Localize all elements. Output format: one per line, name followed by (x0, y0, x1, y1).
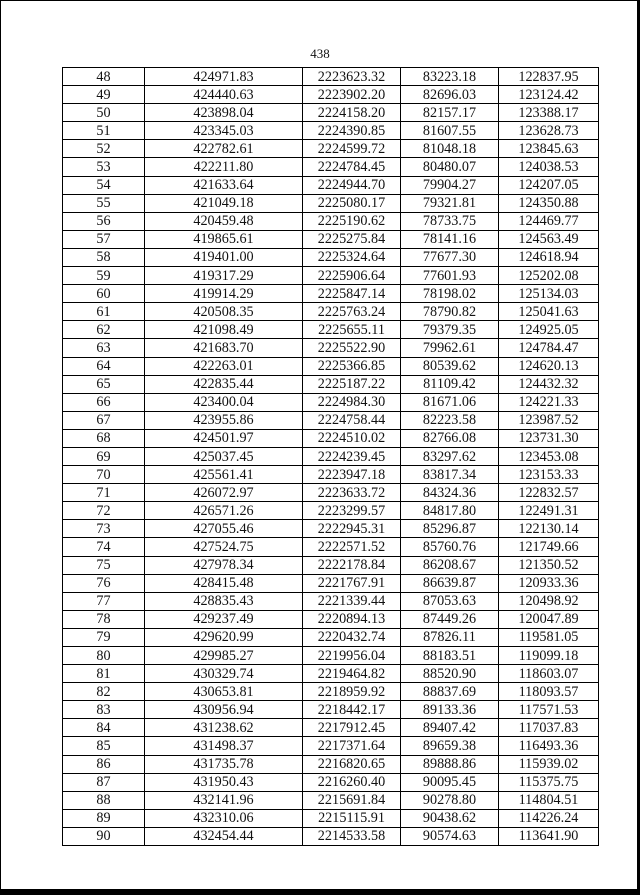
y-coordinate-cell: 2223299.57 (303, 502, 401, 520)
table-row (63, 375, 599, 393)
point-number-cell: 82 (63, 683, 145, 701)
value-a-cell: 82157.17 (401, 104, 499, 122)
y-coordinate-cell: 2225655.11 (303, 321, 401, 339)
y-coordinate-cell: 2225187.22 (303, 375, 401, 393)
x-coordinate-cell: 432310.06 (145, 809, 303, 827)
point-number-cell: 71 (63, 484, 145, 502)
value-b-cell: 122832.57 (499, 484, 599, 502)
x-coordinate-cell: 428835.43 (145, 592, 303, 610)
table-row (63, 791, 599, 809)
y-coordinate-cell: 2225906.64 (303, 267, 401, 285)
value-a-cell: 79904.27 (401, 176, 499, 194)
point-number-cell: 86 (63, 755, 145, 773)
y-coordinate-cell: 2223633.72 (303, 484, 401, 502)
value-b-cell: 117037.83 (499, 719, 599, 737)
value-a-cell: 82766.08 (401, 429, 499, 447)
point-number-cell: 48 (63, 68, 145, 86)
table-row (63, 701, 599, 719)
table-row (63, 737, 599, 755)
point-number-cell: 52 (63, 140, 145, 158)
point-number-cell: 57 (63, 230, 145, 248)
table-row (63, 592, 599, 610)
table-row (63, 230, 599, 248)
point-number-cell: 64 (63, 357, 145, 375)
value-a-cell: 83297.62 (401, 447, 499, 465)
value-a-cell: 81109.42 (401, 375, 499, 393)
value-a-cell: 81048.18 (401, 140, 499, 158)
value-a-cell: 85296.87 (401, 520, 499, 538)
table-row (63, 248, 599, 266)
value-b-cell: 124469.77 (499, 212, 599, 230)
value-a-cell: 84817.80 (401, 502, 499, 520)
x-coordinate-cell: 430653.81 (145, 683, 303, 701)
table-row (63, 719, 599, 737)
point-number-cell: 84 (63, 719, 145, 737)
point-number-cell: 73 (63, 520, 145, 538)
point-number-cell: 61 (63, 303, 145, 321)
table-row (63, 755, 599, 773)
point-number-cell: 62 (63, 321, 145, 339)
page-number: 438 (310, 46, 330, 61)
value-a-cell: 89659.38 (401, 737, 499, 755)
x-coordinate-cell: 421633.64 (145, 176, 303, 194)
y-coordinate-cell: 2219464.82 (303, 665, 401, 683)
value-b-cell: 124432.32 (499, 375, 599, 393)
value-b-cell: 122491.31 (499, 502, 599, 520)
value-a-cell: 78141.16 (401, 230, 499, 248)
table-row (63, 158, 599, 176)
x-coordinate-cell: 423345.03 (145, 122, 303, 140)
x-coordinate-cell: 424440.63 (145, 86, 303, 104)
y-coordinate-cell: 2225324.64 (303, 248, 401, 266)
value-a-cell: 77601.93 (401, 267, 499, 285)
point-number-cell: 66 (63, 393, 145, 411)
value-a-cell: 89133.36 (401, 701, 499, 719)
x-coordinate-cell: 421049.18 (145, 194, 303, 212)
value-b-cell: 118603.07 (499, 665, 599, 683)
table-row (63, 86, 599, 104)
value-a-cell: 85760.76 (401, 538, 499, 556)
value-b-cell: 124350.88 (499, 194, 599, 212)
table-row (63, 303, 599, 321)
value-a-cell: 87826.11 (401, 628, 499, 646)
table-row (63, 393, 599, 411)
point-number-cell: 72 (63, 502, 145, 520)
table-row (63, 683, 599, 701)
value-b-cell: 123388.17 (499, 104, 599, 122)
table-row (63, 556, 599, 574)
y-coordinate-cell: 2225080.17 (303, 194, 401, 212)
point-number-cell: 90 (63, 827, 145, 845)
table-row (63, 610, 599, 628)
value-b-cell: 125134.03 (499, 285, 599, 303)
x-coordinate-cell: 430329.74 (145, 665, 303, 683)
y-coordinate-cell: 2218442.17 (303, 701, 401, 719)
value-a-cell: 87053.63 (401, 592, 499, 610)
y-coordinate-cell: 2215691.84 (303, 791, 401, 809)
table-row (63, 140, 599, 158)
y-coordinate-cell: 2224158.20 (303, 104, 401, 122)
value-b-cell: 124038.53 (499, 158, 599, 176)
x-coordinate-cell: 432141.96 (145, 791, 303, 809)
y-coordinate-cell: 2225190.62 (303, 212, 401, 230)
point-number-cell: 70 (63, 466, 145, 484)
y-coordinate-cell: 2217912.45 (303, 719, 401, 737)
coordinates-table (62, 67, 599, 846)
value-b-cell: 124784.47 (499, 339, 599, 357)
table-row (63, 104, 599, 122)
value-a-cell: 79962.61 (401, 339, 499, 357)
table-row (63, 538, 599, 556)
table-row (63, 827, 599, 845)
value-b-cell: 120933.36 (499, 574, 599, 592)
y-coordinate-cell: 2224944.70 (303, 176, 401, 194)
y-coordinate-cell: 2224510.02 (303, 429, 401, 447)
point-number-cell: 54 (63, 176, 145, 194)
y-coordinate-cell: 2222178.84 (303, 556, 401, 574)
x-coordinate-cell: 419865.61 (145, 230, 303, 248)
table-row (63, 628, 599, 646)
point-number-cell: 88 (63, 791, 145, 809)
point-number-cell: 58 (63, 248, 145, 266)
value-b-cell: 124925.05 (499, 321, 599, 339)
point-number-cell: 80 (63, 647, 145, 665)
x-coordinate-cell: 424971.83 (145, 68, 303, 86)
value-b-cell: 124563.49 (499, 230, 599, 248)
x-coordinate-cell: 424501.97 (145, 429, 303, 447)
x-coordinate-cell: 430956.94 (145, 701, 303, 719)
y-coordinate-cell: 2217371.64 (303, 737, 401, 755)
point-number-cell: 81 (63, 665, 145, 683)
y-coordinate-cell: 2216820.65 (303, 755, 401, 773)
table-row (63, 267, 599, 285)
x-coordinate-cell: 420459.48 (145, 212, 303, 230)
x-coordinate-cell: 428415.48 (145, 574, 303, 592)
point-number-cell: 87 (63, 773, 145, 791)
point-number-cell: 69 (63, 447, 145, 465)
table-row (63, 321, 599, 339)
table-row (63, 502, 599, 520)
table-row (63, 411, 599, 429)
value-b-cell: 115375.75 (499, 773, 599, 791)
point-number-cell: 67 (63, 411, 145, 429)
value-b-cell: 119099.18 (499, 647, 599, 665)
value-b-cell: 123845.63 (499, 140, 599, 158)
point-number-cell: 60 (63, 285, 145, 303)
x-coordinate-cell: 425037.45 (145, 447, 303, 465)
value-a-cell: 78790.82 (401, 303, 499, 321)
x-coordinate-cell: 420508.35 (145, 303, 303, 321)
x-coordinate-cell: 426072.97 (145, 484, 303, 502)
value-a-cell: 83223.18 (401, 68, 499, 86)
y-coordinate-cell: 2220894.13 (303, 610, 401, 628)
y-coordinate-cell: 2222945.31 (303, 520, 401, 538)
point-number-cell: 75 (63, 556, 145, 574)
x-coordinate-cell: 427524.75 (145, 538, 303, 556)
x-coordinate-cell: 431498.37 (145, 737, 303, 755)
value-b-cell: 124618.94 (499, 248, 599, 266)
point-number-cell: 65 (63, 375, 145, 393)
point-number-cell: 50 (63, 104, 145, 122)
value-b-cell: 123453.08 (499, 447, 599, 465)
point-number-cell: 68 (63, 429, 145, 447)
x-coordinate-cell: 423955.86 (145, 411, 303, 429)
value-b-cell: 118093.57 (499, 683, 599, 701)
y-coordinate-cell: 2224784.45 (303, 158, 401, 176)
value-b-cell: 116493.36 (499, 737, 599, 755)
x-coordinate-cell: 429620.99 (145, 628, 303, 646)
point-number-cell: 55 (63, 194, 145, 212)
value-b-cell: 122130.14 (499, 520, 599, 538)
table-row (63, 574, 599, 592)
value-a-cell: 90438.62 (401, 809, 499, 827)
table-row (63, 466, 599, 484)
x-coordinate-cell: 427055.46 (145, 520, 303, 538)
value-a-cell: 83817.34 (401, 466, 499, 484)
value-a-cell: 90278.80 (401, 791, 499, 809)
table-row (63, 665, 599, 683)
y-coordinate-cell: 2216260.40 (303, 773, 401, 791)
y-coordinate-cell: 2223623.32 (303, 68, 401, 86)
value-a-cell: 86639.87 (401, 574, 499, 592)
point-number-cell: 76 (63, 574, 145, 592)
y-coordinate-cell: 2223947.18 (303, 466, 401, 484)
table-row (63, 357, 599, 375)
value-b-cell: 123987.52 (499, 411, 599, 429)
x-coordinate-cell: 419914.29 (145, 285, 303, 303)
value-a-cell: 90095.45 (401, 773, 499, 791)
value-a-cell: 88183.51 (401, 647, 499, 665)
table-row (63, 176, 599, 194)
value-a-cell: 86208.67 (401, 556, 499, 574)
y-coordinate-cell: 2215115.91 (303, 809, 401, 827)
table-row (63, 285, 599, 303)
table-row (63, 68, 599, 86)
point-number-cell: 83 (63, 701, 145, 719)
value-b-cell: 120498.92 (499, 592, 599, 610)
value-a-cell: 78198.02 (401, 285, 499, 303)
point-number-cell: 77 (63, 592, 145, 610)
x-coordinate-cell: 429985.27 (145, 647, 303, 665)
value-a-cell: 90574.63 (401, 827, 499, 845)
value-b-cell: 125041.63 (499, 303, 599, 321)
y-coordinate-cell: 2225847.14 (303, 285, 401, 303)
value-b-cell: 122837.95 (499, 68, 599, 86)
table-row (63, 647, 599, 665)
x-coordinate-cell: 432454.44 (145, 827, 303, 845)
table-row (63, 429, 599, 447)
value-b-cell: 123124.42 (499, 86, 599, 104)
y-coordinate-cell: 2225366.85 (303, 357, 401, 375)
value-b-cell: 117571.53 (499, 701, 599, 719)
x-coordinate-cell: 431735.78 (145, 755, 303, 773)
value-b-cell: 113641.90 (499, 827, 599, 845)
value-b-cell: 119581.05 (499, 628, 599, 646)
value-b-cell: 121749.66 (499, 538, 599, 556)
point-number-cell: 85 (63, 737, 145, 755)
value-a-cell: 80480.07 (401, 158, 499, 176)
value-b-cell: 120047.89 (499, 610, 599, 628)
point-number-cell: 79 (63, 628, 145, 646)
value-a-cell: 81671.06 (401, 393, 499, 411)
value-a-cell: 79321.81 (401, 194, 499, 212)
y-coordinate-cell: 2224984.30 (303, 393, 401, 411)
x-coordinate-cell: 423898.04 (145, 104, 303, 122)
value-a-cell: 82696.03 (401, 86, 499, 104)
value-b-cell: 114804.51 (499, 791, 599, 809)
table-row (63, 520, 599, 538)
value-b-cell: 125202.08 (499, 267, 599, 285)
value-a-cell: 81607.55 (401, 122, 499, 140)
y-coordinate-cell: 2224599.72 (303, 140, 401, 158)
value-b-cell: 124620.13 (499, 357, 599, 375)
value-a-cell: 79379.35 (401, 321, 499, 339)
point-number-cell: 63 (63, 339, 145, 357)
point-number-cell: 78 (63, 610, 145, 628)
value-b-cell: 114226.24 (499, 809, 599, 827)
x-coordinate-cell: 427978.34 (145, 556, 303, 574)
x-coordinate-cell: 422782.61 (145, 140, 303, 158)
table-row (63, 484, 599, 502)
x-coordinate-cell: 425561.41 (145, 466, 303, 484)
y-coordinate-cell: 2224239.45 (303, 447, 401, 465)
table-row (63, 122, 599, 140)
value-b-cell: 124207.05 (499, 176, 599, 194)
x-coordinate-cell: 429237.49 (145, 610, 303, 628)
x-coordinate-cell: 422263.01 (145, 357, 303, 375)
value-a-cell: 87449.26 (401, 610, 499, 628)
x-coordinate-cell: 419317.29 (145, 267, 303, 285)
point-number-cell: 53 (63, 158, 145, 176)
y-coordinate-cell: 2220432.74 (303, 628, 401, 646)
x-coordinate-cell: 431950.43 (145, 773, 303, 791)
value-a-cell: 88837.69 (401, 683, 499, 701)
y-coordinate-cell: 2225763.24 (303, 303, 401, 321)
value-a-cell: 82223.58 (401, 411, 499, 429)
table-body (63, 68, 599, 846)
y-coordinate-cell: 2219956.04 (303, 647, 401, 665)
value-b-cell: 121350.52 (499, 556, 599, 574)
y-coordinate-cell: 2222571.52 (303, 538, 401, 556)
point-number-cell: 56 (63, 212, 145, 230)
y-coordinate-cell: 2224390.85 (303, 122, 401, 140)
x-coordinate-cell: 421683.70 (145, 339, 303, 357)
y-coordinate-cell: 2218959.92 (303, 683, 401, 701)
y-coordinate-cell: 2221339.44 (303, 592, 401, 610)
y-coordinate-cell: 2214533.58 (303, 827, 401, 845)
y-coordinate-cell: 2223902.20 (303, 86, 401, 104)
value-a-cell: 89407.42 (401, 719, 499, 737)
x-coordinate-cell: 423400.04 (145, 393, 303, 411)
y-coordinate-cell: 2224758.44 (303, 411, 401, 429)
point-number-cell: 89 (63, 809, 145, 827)
value-a-cell: 84324.36 (401, 484, 499, 502)
value-b-cell: 123628.73 (499, 122, 599, 140)
table-row (63, 773, 599, 791)
value-b-cell: 115939.02 (499, 755, 599, 773)
point-number-cell: 74 (63, 538, 145, 556)
x-coordinate-cell: 431238.62 (145, 719, 303, 737)
y-coordinate-cell: 2225275.84 (303, 230, 401, 248)
table-row (63, 447, 599, 465)
table-row (63, 339, 599, 357)
value-b-cell: 123153.33 (499, 466, 599, 484)
x-coordinate-cell: 422211.80 (145, 158, 303, 176)
x-coordinate-cell: 421098.49 (145, 321, 303, 339)
value-a-cell: 80539.62 (401, 357, 499, 375)
value-b-cell: 123731.30 (499, 429, 599, 447)
x-coordinate-cell: 422835.44 (145, 375, 303, 393)
value-a-cell: 78733.75 (401, 212, 499, 230)
point-number-cell: 51 (63, 122, 145, 140)
table-row (63, 809, 599, 827)
table-row (63, 194, 599, 212)
y-coordinate-cell: 2225522.90 (303, 339, 401, 357)
x-coordinate-cell: 419401.00 (145, 248, 303, 266)
value-b-cell: 124221.33 (499, 393, 599, 411)
table-row (63, 212, 599, 230)
x-coordinate-cell: 426571.26 (145, 502, 303, 520)
y-coordinate-cell: 2221767.91 (303, 574, 401, 592)
point-number-cell: 59 (63, 267, 145, 285)
value-a-cell: 77677.30 (401, 248, 499, 266)
value-a-cell: 89888.86 (401, 755, 499, 773)
value-a-cell: 88520.90 (401, 665, 499, 683)
point-number-cell: 49 (63, 86, 145, 104)
